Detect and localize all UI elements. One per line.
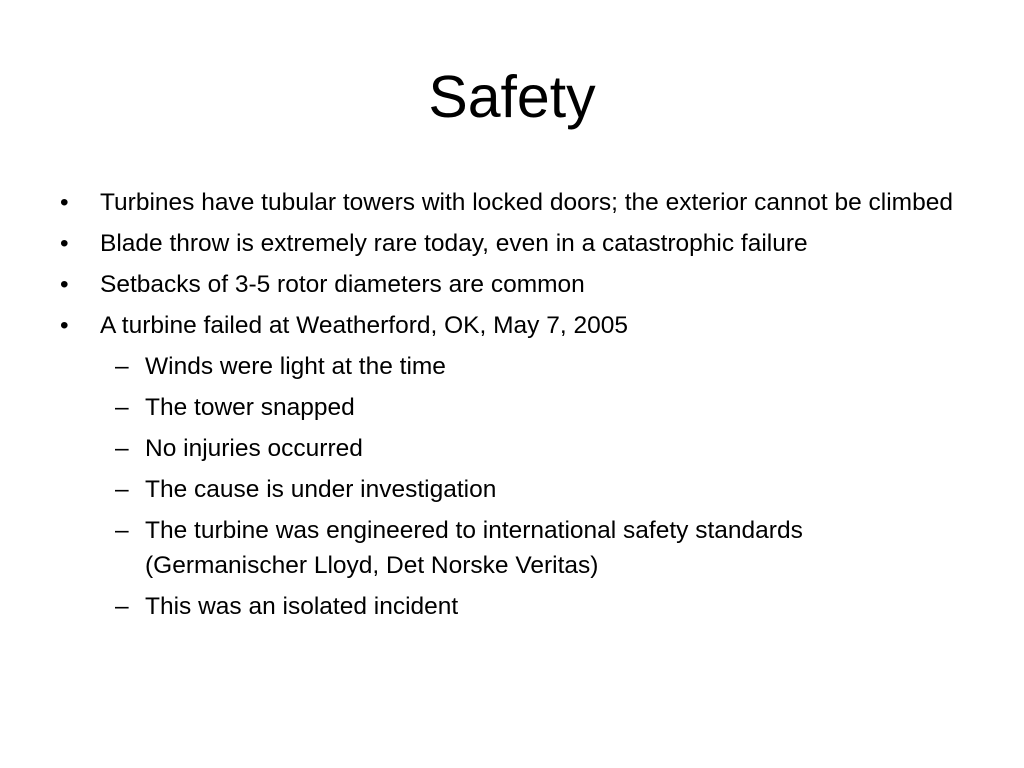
sub-bullet-item [56, 349, 966, 384]
bullet-icon: • [60, 271, 69, 298]
sub-bullet-text: This was an isolated incident [145, 593, 459, 620]
dash-icon: – [115, 517, 129, 544]
bullet-text: Blade throw is extremely rare today, even in a catastrophic failure [100, 230, 808, 257]
sub-bullet-item [56, 513, 966, 583]
bullet-text: Setbacks of 3-5 rotor diameters are common [100, 271, 585, 298]
slide-title: Safety [428, 64, 596, 130]
bullet-item [56, 308, 966, 343]
sub-bullet-item [56, 589, 966, 624]
bullet-item [56, 267, 966, 302]
dash-icon: – [115, 593, 129, 620]
sub-bullet-text: The turbine was engineered to international safety standards (Germanischer Lloyd, Det Norske Veritas) [145, 517, 803, 579]
bullet-item [56, 185, 966, 220]
bullet-item [56, 226, 966, 261]
bullet-list [56, 185, 966, 630]
dash-icon: – [115, 435, 129, 462]
dash-icon: – [115, 353, 129, 380]
bullet-icon: • [60, 189, 69, 216]
sub-bullet-text: Winds were light at the time [145, 353, 446, 380]
sub-bullet-text: The tower snapped [145, 394, 355, 421]
sub-bullet-item [56, 472, 966, 507]
dash-icon: – [115, 394, 129, 421]
bullet-text: A turbine failed at Weatherford, OK, May 7, 2005 [100, 312, 628, 339]
bullet-icon: • [60, 312, 69, 339]
sub-bullet-text: The cause is under investigation [145, 476, 497, 503]
bullet-text: Turbines have tubular towers with locked doors; the exterior cannot be climbed [100, 189, 953, 216]
sub-bullet-item [56, 390, 966, 425]
sub-bullet-text: No injuries occurred [145, 435, 363, 462]
sub-bullet-item [56, 431, 966, 466]
dash-icon: – [115, 476, 129, 503]
bullet-icon: • [60, 230, 69, 257]
